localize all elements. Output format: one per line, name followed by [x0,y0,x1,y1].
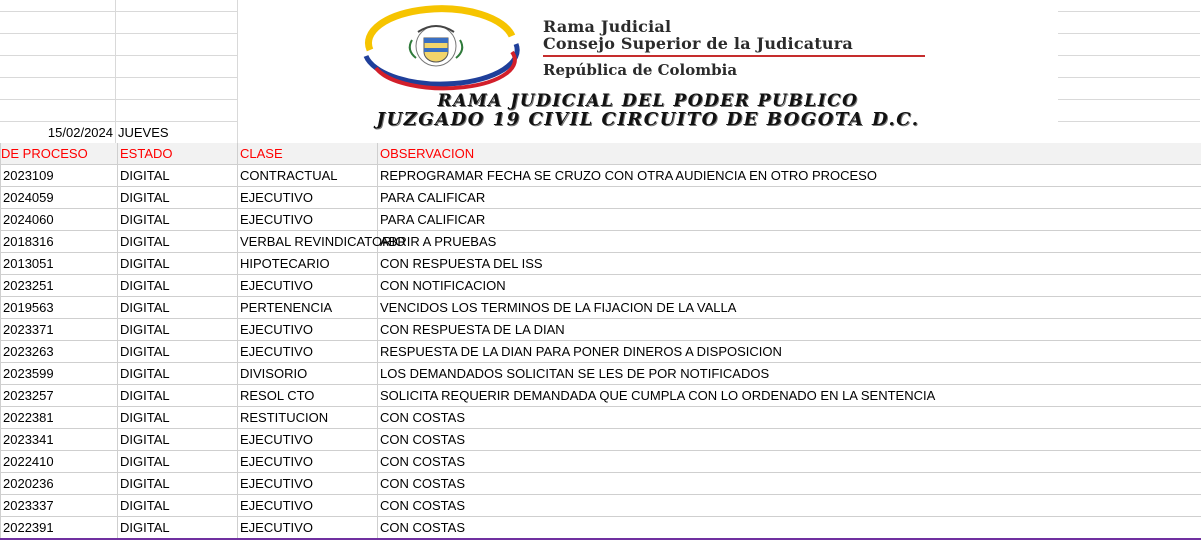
cell-estado[interactable]: DIGITAL [118,429,238,451]
date-cell[interactable]: 15/02/2024 [47,125,113,140]
grid-line [0,55,238,56]
header-estado[interactable]: ESTADO [118,143,238,165]
grid-line [1058,121,1200,122]
cell-estado[interactable]: DIGITAL [118,297,238,319]
header-row [1,143,1201,165]
table-row [1,407,1201,429]
cell-estado[interactable]: DIGITAL [118,517,238,540]
header-banner [238,0,1058,140]
table-row [1,363,1201,385]
table-row [1,253,1201,275]
org-council: Consejo Superior de la Judicatura [543,34,853,53]
cell-observacion[interactable]: CON RESPUESTA DEL ISS [378,253,1201,275]
cell-observacion[interactable]: SOLICITA REQUERIR DEMANDADA QUE CUMPLA CON LO ORDENADO EN LA SENTENCIA [378,385,1201,407]
cell-clase[interactable]: EJECUTIVO [238,275,378,297]
cell-observacion[interactable]: CON COSTAS [378,495,1201,517]
cell-estado[interactable]: DIGITAL [118,319,238,341]
grid-line [0,99,238,100]
table-row [1,451,1201,473]
cell-estado[interactable]: DIGITAL [118,451,238,473]
cell-proceso[interactable]: 2022381 [1,407,118,429]
table-row [1,429,1201,451]
cell-clase[interactable]: EJECUTIVO [238,319,378,341]
banner-title: RAMA JUDICIAL DEL PODER PUBLICO [437,91,859,111]
cell-clase[interactable]: EJECUTIVO [238,429,378,451]
grid-line [0,77,238,78]
cell-clase[interactable]: EJECUTIVO [238,495,378,517]
court-title: JUZGADO 19 CIVIL CIRCUITO DE BOGOTA D.C. [376,109,920,130]
cell-proceso[interactable]: 2022410 [1,451,118,473]
cell-clase[interactable]: CONTRACTUAL [238,165,378,187]
header-clase[interactable]: CLASE [238,143,378,165]
divider [543,55,925,57]
cell-proceso[interactable]: 2023337 [1,495,118,517]
cell-observacion[interactable]: CON RESPUESTA DE LA DIAN [378,319,1201,341]
table-row [1,231,1201,253]
colombia-coat-of-arms-icon [362,10,522,84]
cell-proceso[interactable]: 2023263 [1,341,118,363]
org-name: Rama Judicial [543,17,672,36]
day-cell[interactable]: JUEVES [118,125,169,140]
cell-estado[interactable]: DIGITAL [118,275,238,297]
table-row [1,385,1201,407]
cell-clase[interactable]: DIVISORIO [238,363,378,385]
cell-proceso[interactable]: 2023599 [1,363,118,385]
cell-proceso[interactable]: 2023257 [1,385,118,407]
cell-clase[interactable]: EJECUTIVO [238,341,378,363]
cell-clase[interactable]: EJECUTIVO [238,451,378,473]
grid-line [1058,55,1200,56]
cell-estado[interactable]: DIGITAL [118,253,238,275]
cell-clase[interactable]: EJECUTIVO [238,517,378,540]
table-row [1,165,1201,187]
cell-estado[interactable]: DIGITAL [118,363,238,385]
grid-line [1058,77,1200,78]
table-row [1,341,1201,363]
cell-proceso[interactable]: 2019563 [1,297,118,319]
grid-line [0,121,238,122]
cell-clase[interactable]: EJECUTIVO [238,209,378,231]
table-row [1,473,1201,495]
cell-clase[interactable]: VERBAL REVINDICATORIO [238,231,378,253]
cell-observacion[interactable]: RESPUESTA DE LA DIAN PARA PONER DINEROS A DISPOSICION [378,341,1201,363]
cell-observacion[interactable]: CON COSTAS [378,451,1201,473]
cell-observacion[interactable]: PARA CALIFICAR [378,209,1201,231]
cell-observacion[interactable]: PARA CALIFICAR [378,187,1201,209]
process-table [0,143,1201,540]
cell-estado[interactable]: DIGITAL [118,231,238,253]
table-row [1,297,1201,319]
cell-clase[interactable]: HIPOTECARIO [238,253,378,275]
grid-line [115,0,116,143]
cell-proceso[interactable]: 2023341 [1,429,118,451]
grid-line [1058,33,1200,34]
cell-estado[interactable]: DIGITAL [118,385,238,407]
cell-observacion[interactable]: CON NOTIFICACION [378,275,1201,297]
cell-proceso[interactable]: 2023251 [1,275,118,297]
cell-observacion[interactable]: LOS DEMANDADOS SOLICITAN SE LES DE POR NOTIFICADOS [378,363,1201,385]
cell-estado[interactable]: DIGITAL [118,165,238,187]
cell-clase[interactable]: PERTENENCIA [238,297,378,319]
cell-clase[interactable]: EJECUTIVO [238,187,378,209]
cell-proceso[interactable]: 2024059 [1,187,118,209]
cell-clase[interactable]: RESTITUCION [238,407,378,429]
table-row [1,319,1201,341]
cell-observacion[interactable]: REPROGRAMAR FECHA SE CRUZO CON OTRA AUDIENCIA EN OTRO PROCESO [378,165,1201,187]
cell-estado[interactable]: DIGITAL [118,473,238,495]
cell-proceso[interactable]: 2020236 [1,473,118,495]
table-row [1,187,1201,209]
cell-observacion[interactable]: ABRIR A PRUEBAS [378,231,1201,253]
org-country: República de Colombia [543,60,738,79]
cell-observacion[interactable]: CON COSTAS [378,473,1201,495]
cell-proceso[interactable]: 2023371 [1,319,118,341]
grid-line [1058,11,1200,12]
cell-estado[interactable]: DIGITAL [118,209,238,231]
table-row [1,517,1201,540]
cell-observacion[interactable]: CON COSTAS [378,517,1201,540]
header-observacion[interactable]: OBSERVACION [378,143,1201,165]
grid-line [1058,99,1200,100]
cell-observacion[interactable]: CON COSTAS [378,407,1201,429]
cell-proceso[interactable]: 2024060 [1,209,118,231]
cell-proceso[interactable]: 2023109 [1,165,118,187]
table-row [1,275,1201,297]
cell-proceso[interactable]: 2018316 [1,231,118,253]
cell-clase[interactable]: RESOL CTO [238,385,378,407]
cell-observacion[interactable]: VENCIDOS LOS TERMINOS DE LA FIJACION DE LA VALLA [378,297,1201,319]
cell-observacion[interactable]: CON COSTAS [378,429,1201,451]
org-lines [543,18,925,78]
cell-estado[interactable]: DIGITAL [118,407,238,429]
cell-estado[interactable]: DIGITAL [118,495,238,517]
grid-line [0,11,238,12]
header-proceso[interactable]: DE PROCESO [1,143,118,165]
grid-line [0,33,238,34]
cell-estado[interactable]: DIGITAL [118,187,238,209]
cell-estado[interactable]: DIGITAL [118,341,238,363]
table-row [1,209,1201,231]
cell-proceso[interactable]: 2022391 [1,517,118,540]
cell-clase[interactable]: EJECUTIVO [238,473,378,495]
table-row [1,495,1201,517]
cell-proceso[interactable]: 2013051 [1,253,118,275]
